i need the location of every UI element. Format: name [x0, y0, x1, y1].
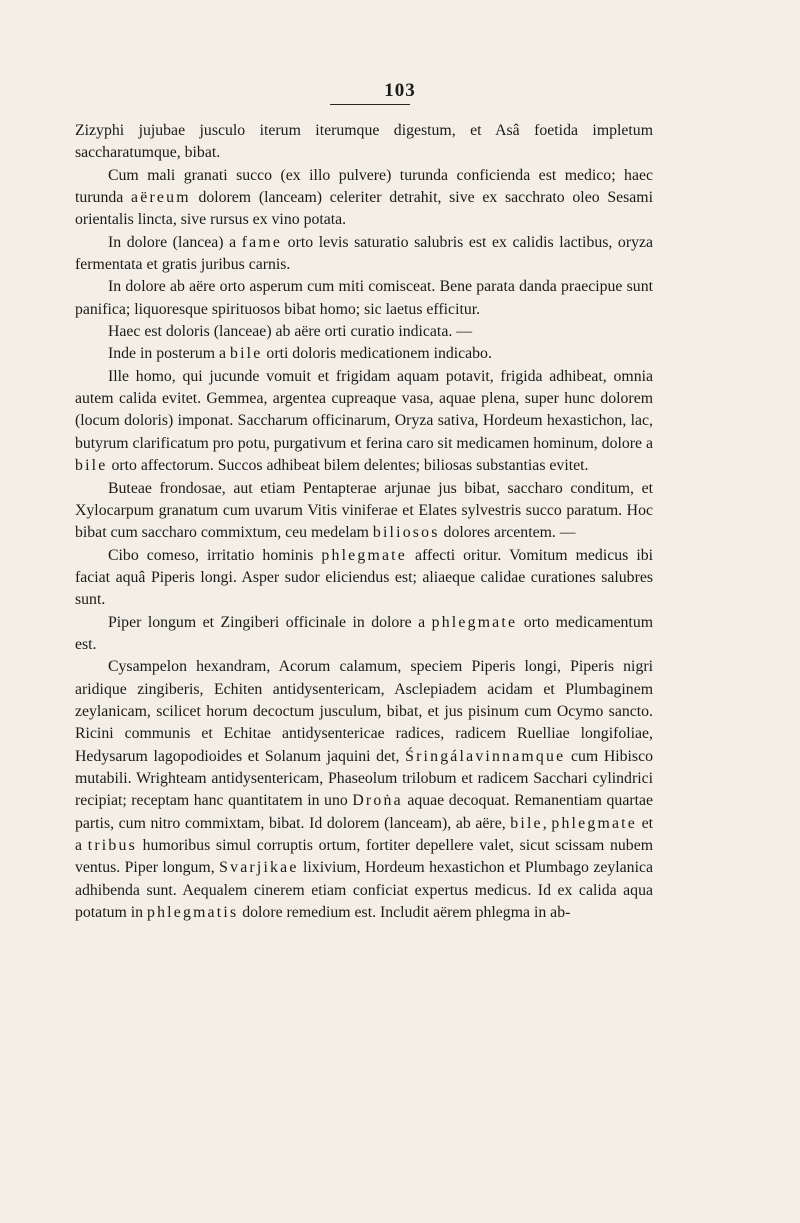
spaced-emphasis: Svarjikae	[219, 859, 299, 877]
spaced-emphasis: bile	[229, 345, 263, 363]
text-run: orto levis saturatio salubris est ex calidis lactibus, oryza fermentata et gratis juribus carnis.	[75, 233, 654, 274]
text-run: Cum mali granati succo (ex illo pulvere) turunda conficienda est medico; haec turunda	[75, 166, 653, 207]
page-number: 103	[384, 80, 416, 101]
paragraph	[75, 343, 653, 365]
text-run: aquae decoquat. Remanentiam quartae partis, cum nitro commixtam, bibat. Id dolorem (lanceam), ab aëre,	[75, 792, 654, 832]
text-run: orto medicamentum est.	[75, 613, 654, 653]
text-run: et a	[75, 814, 653, 854]
text-run: orto affectorum. Succos adhibeat bilem delentes; biliosas substantias evitet.	[107, 457, 589, 475]
paragraph	[75, 276, 653, 321]
text-run: Buteae frondosae, aut etiam Pentapterae arjunae jus bibat, saccharo conditum, et Xylocarpum granatum cum uvarum Vitis viniferae et Elates sylvestris succo paratum. Hoc bibat cum saccharo commixtum, ceu medelam	[75, 479, 653, 542]
paragraph	[75, 478, 653, 545]
paragraph	[75, 612, 653, 657]
text-run: In dolore ab aëre orto asperum cum miti comisceat. Bene parata danda praecipue sunt panifica; liquoresque spirituosos bibat homo; sic laetus efficitur.	[75, 278, 653, 318]
spaced-emphasis: phlegmate	[431, 613, 518, 631]
page-number-rule	[330, 104, 410, 105]
paragraph	[75, 656, 653, 924]
text-run: Cibo comeso, irritatio hominis	[108, 546, 322, 564]
text-run: Piper longum et Zingiberi officinale in dolore a	[108, 613, 432, 631]
text-run: Haec est doloris (lanceae) ab aëre orti curatio indicata. —	[108, 323, 473, 341]
text-run: Cysampelon hexandram, Acorum calamum, speciem Piperis longi, Piperis nigri aridique zingiberis, Echiten antidysentericam, Asclepiadem acidam et Plumbaginem zeylanicam, scilicet horum decoctum jusculum, bibat, et jus pisinum cum Ocymo sancto. Ricini communis et Echitae antidysentericae radices, radicem Ruelliae longifoliae, Hedysarum lagopodioides et Solanum jaquini det,	[75, 658, 653, 765]
text-run: Zizyphi jujubae jusculo iterum iterumque digestum, et Asâ foetida impletum saccharatumque, bibat.	[75, 122, 653, 162]
spaced-emphasis: phlegmatis	[146, 904, 239, 922]
text-run: ,	[542, 814, 552, 832]
text-run: lixivium, Hordeum hexastichon et Plumbago zeylanica adhibenda sunt. Aequalem cinerem etiam conficiat expertus medicus. Id ex calida aqua potatum in	[75, 859, 653, 922]
spaced-emphasis: tribus	[87, 837, 137, 854]
spaced-emphasis: fame	[241, 233, 283, 251]
text-run: affecti oritur. Vomitum medicus ibi faciat aquâ Piperis longi. Asper sudor eliciendus est; aliaeque calidae curationes salubres sunt.	[75, 546, 653, 609]
text-run: Ille homo, qui jucunde vomuit et frigidam aquam potavit, frigida adhibeat, omnia autem calida evitet. Gemmea, argentea cupreaque vasa, aquae plena, super hunc dolorem (locum doloris) imponat. Saccharum officinarum, Oryza sativa, Hordeum hexastichon, lac, butyrum clarificatum pro potu, purgativum et ferina caro sit medicamen hominum, dolore a	[75, 367, 653, 452]
paragraph	[75, 232, 653, 277]
spaced-emphasis: phlegmate	[321, 546, 407, 564]
text-run: dolores arcentem. —	[439, 524, 576, 542]
text-run: humoribus simul corruptis ortum, fortiter depellere valet, sicut scissam nubem ventus. Piper longum,	[75, 837, 653, 877]
body-text	[75, 120, 653, 924]
spaced-emphasis: Droṅa	[352, 792, 403, 810]
spaced-emphasis: Śringálavinnamque	[405, 747, 566, 765]
paragraph	[75, 321, 653, 343]
spaced-emphasis: bile	[75, 457, 108, 475]
paragraph	[75, 545, 653, 612]
text-run: orti doloris medicationem indicabo.	[262, 345, 492, 363]
spaced-emphasis: biliosos	[372, 524, 440, 542]
spaced-emphasis: bile	[510, 814, 543, 832]
text-run: dolore remedium est. Includit aërem phlegma in ab-	[238, 904, 571, 922]
spaced-emphasis: phlegmate	[551, 814, 637, 832]
text-run: Inde in posterum a	[108, 345, 230, 363]
paragraph	[75, 366, 653, 478]
text-run: cum Hibisco mutabili. Wrighteam antidysentericam, Phaseolum trilobum et radicem Sacchari cylindrici recipiat; receptam hanc quantitatem in uno	[75, 747, 653, 810]
paragraph	[75, 120, 653, 165]
text-run: dolorem (lanceam) celeriter detrahit, sive ex sacchrato oleo Sesami orientalis lincta, sive rursus ex vino potata.	[75, 189, 653, 229]
paragraph	[75, 165, 653, 232]
text-run: In dolore (lancea) a	[108, 233, 242, 251]
spaced-emphasis: aëreum	[131, 189, 191, 207]
